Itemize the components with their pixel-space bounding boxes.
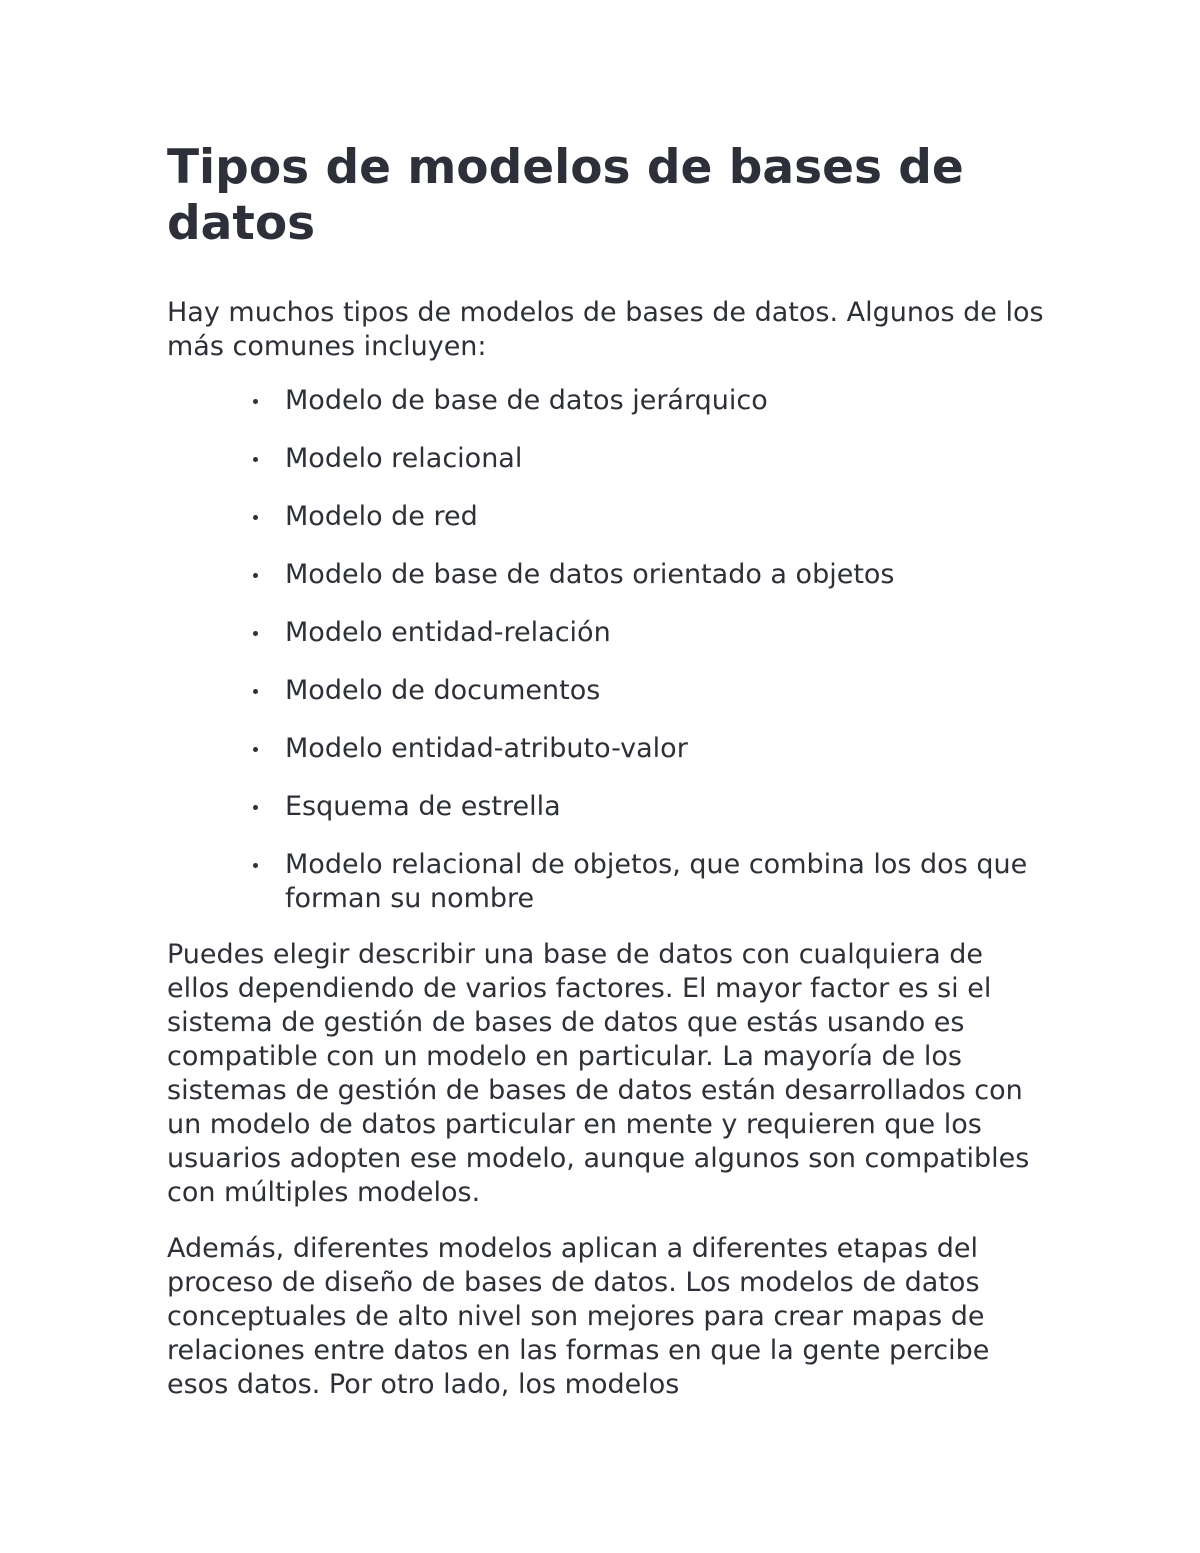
model-types-list bbox=[167, 384, 1047, 916]
list-item: Modelo relacional bbox=[285, 442, 1047, 476]
body-paragraph-1: Puedes elegir describir una base de datos con cualquiera de ellos dependiendo de varios factores. El mayor factor es si el sistema de gestión de bases de datos que estás usando es compatible con un modelo en particular. La mayoría de los sistemas de gestión de bases de datos están desarrollados con un modelo de datos particular en mente y requieren que los usuarios adopten ese modelo, aunque algunos son compatibles con múltiples modelos. bbox=[167, 939, 1030, 1208]
list-item: Modelo entidad-relación bbox=[285, 616, 1047, 650]
list-item: Modelo entidad-atributo-valor bbox=[285, 732, 1047, 766]
list-item: Modelo relacional de objetos, que combina los dos que forman su nombre bbox=[285, 848, 1047, 916]
document-page bbox=[167, 140, 1047, 1402]
list-item: Modelo de documentos bbox=[285, 674, 1047, 708]
list-item: Modelo de red bbox=[285, 500, 1047, 534]
list-item: Esquema de estrella bbox=[285, 790, 1047, 824]
body-paragraph-2: Además, diferentes modelos aplican a diferentes etapas del proceso de diseño de bases de datos. Los modelos de datos conceptuales de alto nivel son mejores para crear mapas de relaciones entre datos en las formas en que la gente percibe esos datos. Por otro lado, los modelos bbox=[167, 1233, 990, 1400]
document-title: Tipos de modelos de bases de datos bbox=[167, 140, 964, 251]
intro-paragraph: Hay muchos tipos de modelos de bases de datos. Algunos de los más comunes incluyen: bbox=[167, 297, 1044, 362]
list-item: Modelo de base de datos jerárquico bbox=[285, 384, 1047, 418]
list-item: Modelo de base de datos orientado a objetos bbox=[285, 558, 1047, 592]
